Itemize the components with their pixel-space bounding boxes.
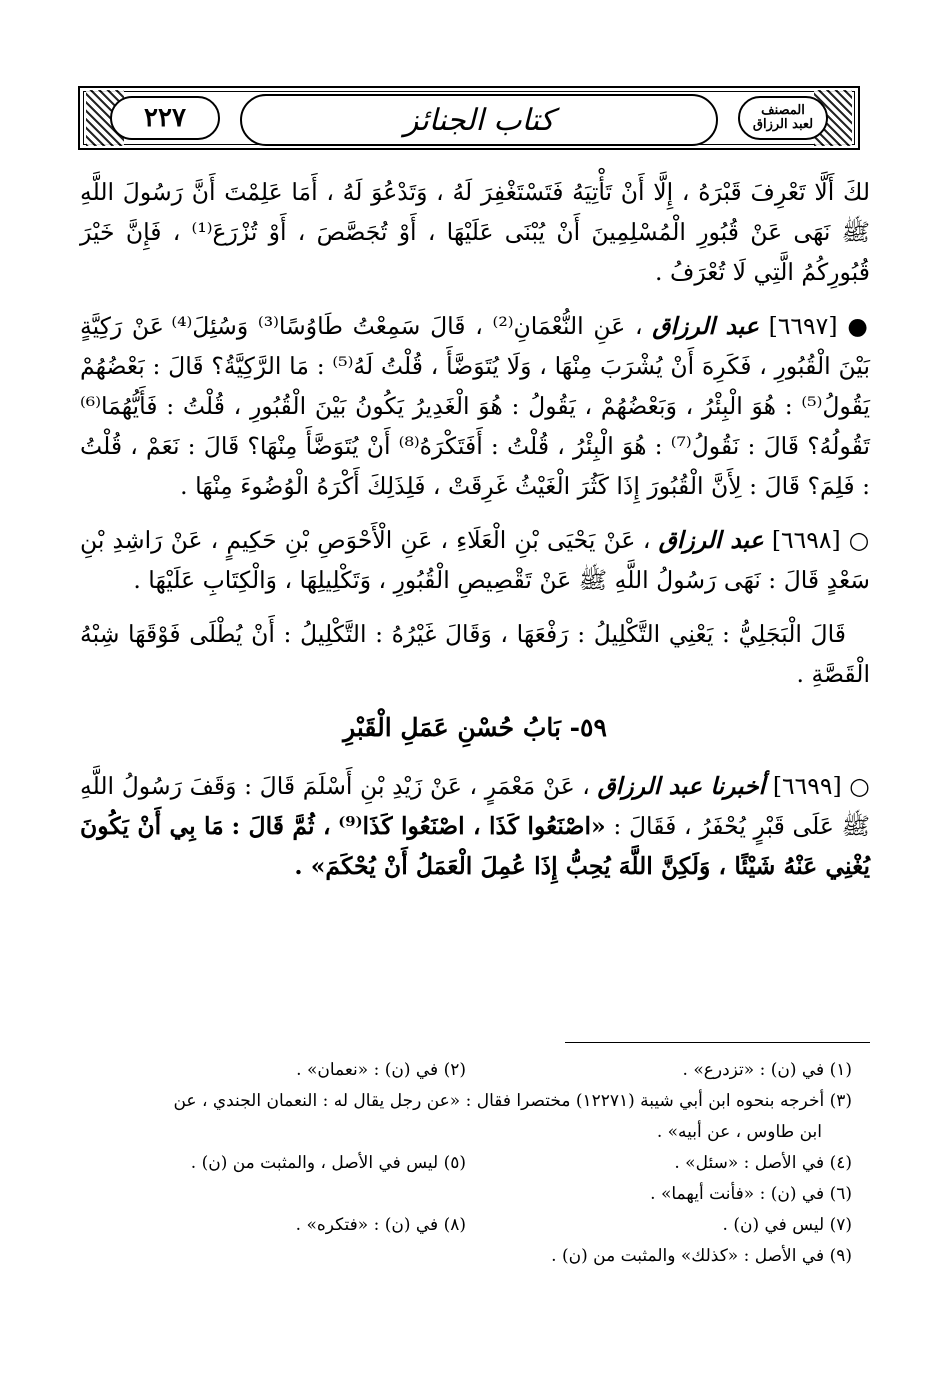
footnote-6: (٦) في (ن) : «فأنت أيهما» . [650, 1184, 852, 1204]
prophetic-quote: «اصْنَعُوا كَذَا ، اصْنَعُوا كَذَا⁽⁹⁾ [338, 812, 606, 840]
footnote-2: (٢) في (ن) : «نعمان» . [296, 1060, 466, 1080]
footnote-9: (٩) في الأصل : «كذلك» والمثبت من (ن) . [551, 1246, 852, 1266]
hadith-number: [٦٦٩٧] [768, 312, 838, 340]
chapter-heading: ٥٩- بَابُ حُسْنِ عَمَلِ الْقَبْرِ [343, 713, 607, 742]
narrator: أخبرنا عبد الرزاق [597, 772, 766, 800]
footnote-5: (٥) ليس في الأصل ، والمثبت من (ن) . [190, 1153, 466, 1173]
main-text [80, 172, 870, 900]
footnote-3-continued: ابن طاوس ، عن أبيه» . [656, 1122, 822, 1142]
footnote-8: (٨) في (ن) : «فتكره» . [295, 1215, 466, 1235]
paragraph-continuation: لكَ أَلَّا تَعْرِفَ قَبْرَهُ ، إِلَّا أَنْ تَأْتِيَهُ فَتَسْتَغْفِرَ لَهُ ، وَتَدْعُوَ لَهُ ، أَمَا عَلِمْتَ أَنَّ رَسُولَ اللَّهِ ﷺ نَهَى عَنْ قُبُورِ الْمُسْلِمِينَ أَنْ يُبْنَى عَلَيْهَا ، أَوْ تُجَصَّصَ ، أَوْ تُزْرَعَ⁽¹⁾ ، فَإِنَّ خَيْرَ قُبُورِكُمُ الَّتِي لَا تُعْرَفُ . [80, 178, 870, 286]
footnote-4: (٤) في الأصل : «سئل» . [674, 1153, 852, 1173]
hadith-text: ، عَنْ يَحْيَى بْنِ الْعَلَاءِ ، عَنِ الْأَحْوَصِ بْنِ حَكِيمٍ ، عَنْ رَاشِدِ بْنِ سَعْدٍ قَالَ : نَهَى رَسُولُ اللَّهِ ﷺ عَنْ تَقْصِيصِ الْقُبُورِ ، وَتَكْلِيلِهَا ، وَالْكِتَابِ عَلَيْهَا . [80, 526, 870, 594]
narrator: عبد الرزاق [658, 526, 764, 554]
hadith-number: [٦٦٩٨] [771, 526, 841, 554]
prophetic-quote: مَا بِي أَنْ يَكُونَ يُغْنِي عَنْهُ شَيْئًا ، وَلَكِنَّ اللَّهَ يُحِبُّ إِذَا عُمِلَ الْعَمَلُ أَنْ يُحْكَمَ» . [80, 812, 870, 880]
hadith-text: ، عَنْ مَعْمَرٍ ، عَنْ زَيْدِ بْنِ أَسْلَمَ قَالَ : وَقَفَ رَسُولُ اللَّهِ ﷺ عَلَى قَبْرٍ يُحْفَرُ ، فَقَالَ : [80, 772, 870, 840]
footnote-1: (١) في (ن) : «تزدرع» . [682, 1060, 852, 1080]
hadith-number: [٦٦٩٩] [772, 772, 842, 800]
commentary: قَالَ الْبَجَلِيُّ : يَعْنِي التَّكْلِيلُ : رَفْعَهَا ، وَقَالَ غَيْرُهُ : التَّكْلِيلُ : أَنْ يُطْلَى فَوْقَهَا شِبْهُ الْقَصَّةِ . [80, 620, 870, 688]
page-header [78, 86, 860, 150]
footnote-separator [565, 1042, 870, 1043]
bullet-filled-icon: ● [847, 312, 870, 340]
footnote-7: (٧) ليس في (ن) . [722, 1215, 852, 1235]
narrator: عبد الرزاق [652, 312, 759, 340]
hadith-6699 [80, 766, 870, 886]
bullet-hollow-icon: ○ [848, 526, 870, 554]
hadith-6698 [80, 520, 870, 600]
book-title: كتاب الجنائز [240, 94, 718, 146]
footnote-3: (٣) أخرجه بنحوه ابن أبي شيبة (١٢٢٧١) مختصرا فقال : «عن رجل يقال له : النعمان الجندي ، عن [173, 1091, 852, 1111]
page-number: ٢٢٧ [110, 96, 220, 140]
logo-line-2: لعبد الرزاق [752, 117, 814, 132]
hadith-6697 [80, 306, 870, 506]
footnotes [80, 1055, 852, 1272]
logo-line-1: المصنف [761, 102, 805, 118]
bullet-hollow-icon: ○ [849, 772, 870, 800]
hadith-text-mid: ، ثُمَّ قَالَ : [231, 812, 331, 840]
book-logo [738, 96, 828, 140]
hadith-text: ، عَنِ النُّعْمَانِ⁽²⁾ ، قَالَ سَمِعْتُ طَاوُسًا⁽³⁾ وَسُئِلَ⁽⁴⁾ عَنْ رَكِيَّةٍ بَيْنَ الْقُبُورِ ، فَكَرِهَ أَنْ يُشْرَبَ مِنْهَا ، وَلَا يُتَوَضَّأَ ، قُلْتُ لَهُ⁽⁵⁾ : مَا الرَّكِيَّةُ؟ قَالَ : بَعْضُهُمْ يَقُولُ⁽⁵⁾ : هُوَ الْبِئْرُ ، وَبَعْضُهُمْ ، يَقُولُ : هُوَ الْغَدِيرُ يَكُونُ بَيْنَ الْقُبُورِ ، قُلْتُ : فَأَيُّهُمَا⁽⁶⁾ تَقُولُهُ؟ قَالَ : نَقُولُ⁽⁷⁾ : هُوَ الْبِئْرُ ، قُلْتُ : أَفَتَكْرَهُ⁽⁸⁾ أَنْ يُتَوَضَّأَ مِنْهَا؟ قَالَ : نَعَمْ ، قُلْتُ : فَلِمَ؟ قَالَ : لِأَنَّ الْقُبُورَ إِذَا كَثُرَ الْغَيْثُ غَرِقَتْ ، فَلِذَلِكَ أَكْرَهُ الْوُضُوءَ مِنْهَا . [80, 312, 870, 500]
